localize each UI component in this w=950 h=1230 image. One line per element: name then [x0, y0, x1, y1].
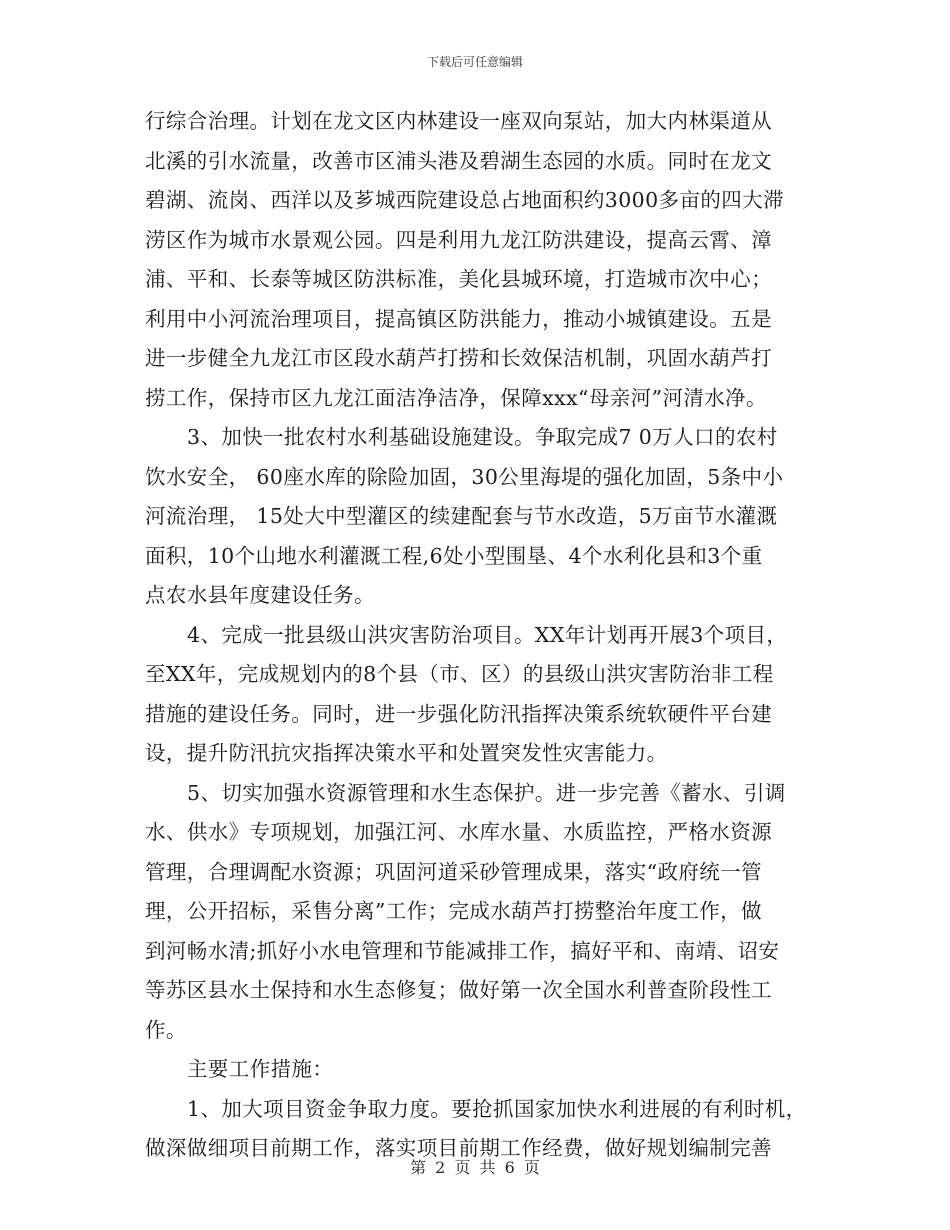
section-heading: 主要工作措施： — [187, 1057, 334, 1081]
text-line: 设，提升防汛抗灾指挥决策水平和处置突发性灾害能力。 — [145, 741, 668, 765]
text-line: 管理，合理调配水资源；巩固河道采砂管理成果，落实“政府统一管 — [145, 859, 762, 884]
text-line: 碧湖、流岗、西洋以及芗城西院建设总占地面积约3000多亩的四大滞 — [145, 188, 784, 212]
paragraph-start-line: 5、切实加强水资源管理和水生态保护。进一步完善《蓄水、引调 — [187, 780, 786, 805]
text-line: 北溪的引水流量，改善市区浦头港及碧湖生态园的水质。同时在龙文 — [145, 148, 772, 173]
text-line: 行综合治理。计划在龙文区内林建设一座双向泵站，加大内林渠道从 — [145, 109, 772, 133]
document-body — [145, 102, 810, 1169]
paragraph-start-line: 3、加快一批农村水利基础设施建设。争取完成7 0万人口的农村 — [187, 425, 778, 449]
paragraph-start-line: 1、加大项目资金争取力度。要抢抓国家加快水利进展的有利时机， — [187, 1096, 807, 1121]
text-line: 至XX年，完成规划内的8个县（市、区）的县级山洪灾害防治非工程 — [145, 662, 774, 686]
text-line: 捞工作，保持市区九龙江面洁净洁净，保障xxx“母亲河”河清水净。 — [145, 385, 767, 410]
text-line: 涝区作为城市水景观公园。四是利用九龙江防洪建设，提高云霄、漳 — [145, 227, 772, 252]
text-line: 进一步健全九龙江市区段水葫芦打捞和长效保洁机制，巩固水葫芦打 — [145, 346, 772, 370]
text-line: 浦、平和、长泰等城区防洪标准，美化县城环境，打造城市次中心； — [145, 267, 772, 291]
text-line: 做深做细项目前期工作，落实项目前期工作经费，做好规划编制完善 — [145, 1136, 772, 1160]
text-line: 水、供水》专项规划，加强江河、水库水量、水质监控，严格水资源 — [145, 820, 772, 844]
text-line: 河流治理， 15处大中型灌区的续建配套与节水改造，5万亩节水灌溉 — [145, 504, 778, 528]
text-line: 点农水县年度建设任务。 — [145, 583, 375, 607]
text-line: 利用中小河流治理项目，提高镇区防洪能力，推动小城镇建设。五是 — [145, 306, 772, 331]
text-line: 等苏区县水土保持和水生态修复；做好第一次全国水利普查阶段性工 — [145, 978, 772, 1002]
text-line: 面积，10个山地水利灌溉工程,6处小型围垦、4个水利化县和3个重 — [145, 543, 763, 568]
page-header: 下载后可任意编辑 — [426, 55, 523, 69]
text-line: 作。 — [145, 1017, 187, 1042]
text-line: 措施的建设任务。同时，进一步强化防汛指挥决策系统软硬件平台建 — [145, 701, 772, 726]
page-footer: 第 2 页 共 6 页 — [410, 1158, 540, 1177]
paragraph-start-line: 4、完成一批县级山洪灾害防治项目。XX年计划再开展3个项目， — [187, 622, 788, 647]
text-line: 到河畅水清;抓好小水电管理和节能减排工作，搞好平和、南靖、诏安 — [145, 938, 780, 963]
text-line: 饮水安全， 60座水库的除险加固，30公里海堤的强化加固，5条中小 — [145, 464, 784, 489]
text-line: 理，公开招标，采售分离”工作；完成水葫芦打捞整治年度工作，做 — [145, 899, 762, 923]
